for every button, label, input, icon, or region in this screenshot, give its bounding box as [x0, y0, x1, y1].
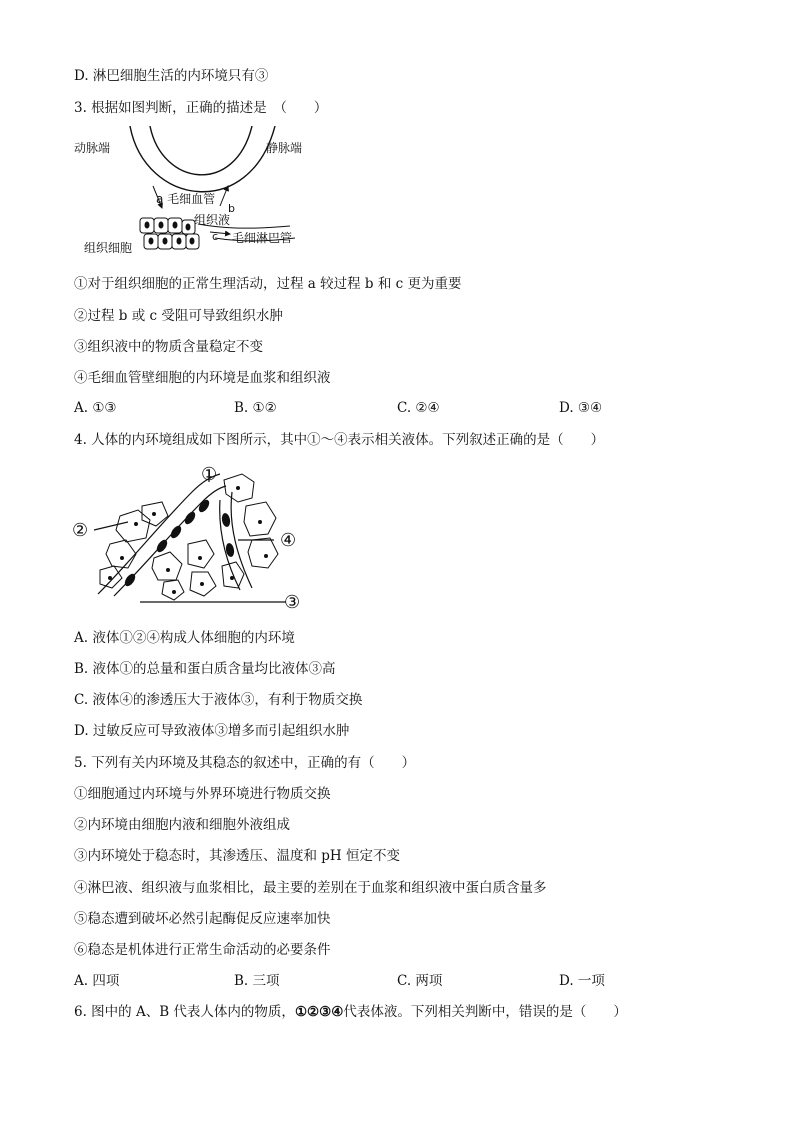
q4-figure: [70, 462, 310, 612]
q3-figure: [70, 126, 340, 258]
label-tissue-cells: 组织细胞: [84, 241, 133, 255]
q5-option-b: B. 三项: [234, 973, 280, 989]
q3-statement-1: ①对于组织细胞的正常生理活动，过程 a 较过程 b 和 c 更为重要: [74, 276, 462, 292]
q3-stem: 3. 根据如图判断，正确的描述是 （ ）: [74, 100, 328, 116]
q5-option-a: A. 四项: [74, 973, 120, 989]
capillary-outer-wall: [130, 126, 275, 192]
tissue-cells-cluster: [140, 218, 199, 249]
q6-stem-part-a: 6. 图中的 A、B 代表人体内的物质，: [74, 1004, 295, 1020]
q5-statement-4: ④淋巴液、组织液与血浆相比，最主要的差别在于血浆和组织液中蛋白质含量多: [74, 880, 547, 896]
q5-stem: 5. 下列有关内环境及其稳态的叙述中，正确的有（ ）: [74, 755, 416, 771]
q5-statement-3: ③内环境处于稳态时，其渗透压、温度和 pH 恒定不变: [74, 848, 400, 864]
label-venous-end: 静脉端: [266, 141, 303, 155]
label-b: b: [228, 202, 235, 215]
q3-options: [74, 398, 714, 418]
label-2: ②: [72, 520, 89, 541]
leader-line-2: [94, 522, 128, 530]
q6-stem-fluids: ①②③④: [294, 1004, 344, 1020]
q3-option-d: D. ③④: [559, 400, 603, 416]
q5-option-d: D. 一项: [559, 973, 605, 989]
q3-statement-4: ④毛细血管壁细胞的内环境是血浆和组织液: [74, 370, 331, 386]
q5-statement-5: ⑤稳态遭到破坏必然引起酶促反应速率加快: [74, 911, 331, 927]
q5-statement-1: ①细胞通过内环境与外界环境进行物质交换: [74, 786, 331, 802]
q3-option-a: A. ①③: [74, 400, 117, 416]
q4-option-a: A. 液体①②④构成人体细胞的内环境: [74, 630, 295, 646]
q5-statement-2: ②内环境由细胞内液和细胞外液组成: [74, 817, 290, 833]
q2-option-d: D. 淋巴细胞生活的内环境只有③: [74, 68, 269, 84]
label-3: ③: [284, 592, 301, 612]
label-arterial-end: 动脉端: [74, 141, 111, 155]
q3-statement-2: ②过程 b 或 c 受阻可导致组织水肿: [74, 308, 283, 324]
q6-stem-part-c: 代表体液。下列相关判断中，错误的是（ ）: [343, 1004, 627, 1020]
q6-stem: [74, 1002, 627, 1022]
q5-option-c: C. 两项: [397, 973, 443, 989]
label-lymph-capillary: 毛细淋巴管: [232, 231, 293, 245]
label-1: ①: [201, 464, 218, 485]
label-c: c: [212, 230, 219, 243]
q4-option-d: D. 过敏反应可导致液体③增多而引起组织水肿: [74, 723, 350, 739]
label-tissue-fluid: 组织液: [194, 213, 231, 227]
q4-stem: 4. 人体的内环境组成如下图所示，其中①～④表示相关液体。下列叙述正确的是（ ）: [74, 432, 605, 448]
q3-option-c: C. ②④: [397, 400, 440, 416]
q3-option-b: B. ①②: [234, 400, 277, 416]
vessel-wall-outer-left: [98, 474, 220, 594]
q4-option-c: C. 液体④的渗透压大于液体③，有利于物质交换: [74, 692, 363, 708]
capillary-inner-wall: [150, 126, 252, 175]
label-a-capillary: a 毛细血管: [156, 192, 216, 206]
q5-options: [74, 971, 714, 991]
label-4: ④: [280, 530, 297, 551]
q5-statement-6: ⑥稳态是机体进行正常生命活动的必要条件: [74, 942, 331, 958]
q4-option-b: B. 液体①的总量和蛋白质含量均比液体③高: [74, 661, 336, 677]
q3-statement-3: ③组织液中的物质含量稳定不变: [74, 339, 263, 355]
